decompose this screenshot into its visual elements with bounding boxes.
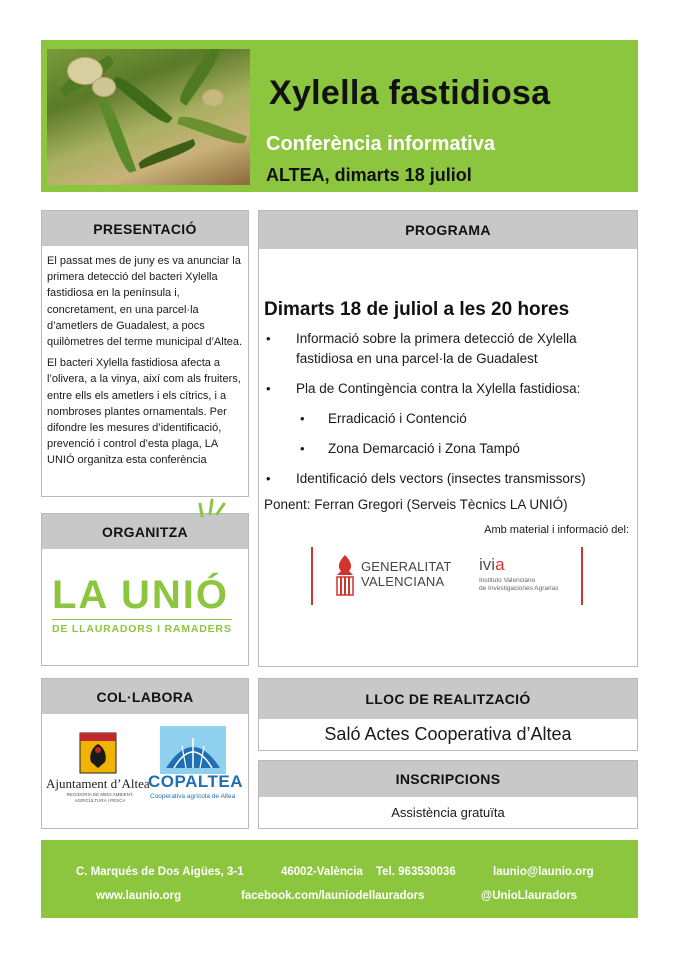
divider: [311, 547, 313, 605]
divider: [581, 547, 583, 605]
ajuntament-subtitle-line-1: REGIDORIA DE MEDI AMBIENT,: [66, 792, 134, 797]
lloc-heading: LLOC DE REALITZACIÓ: [259, 679, 637, 719]
footer-website[interactable]: www.launio.org: [96, 890, 182, 902]
list-item: • Identificació dels vectors (insectes transmissors): [264, 469, 631, 489]
generalitat-logo-line-1: GENERALITAT: [361, 559, 452, 574]
presentacio-text: [42, 246, 248, 469]
organitza-heading: ORGANITZA: [42, 514, 248, 549]
inscripcions-heading: INSCRIPCIONS: [259, 761, 637, 797]
lloc-box: [258, 678, 638, 751]
generalitat-logo: [361, 559, 452, 589]
footer-email[interactable]: launio@launio.org: [493, 866, 594, 878]
event-dateline: ALTEA, dimarts 18 juliol: [266, 165, 472, 185]
la-unio-logo: [42, 549, 248, 635]
programa-date: Dimarts 18 de juliol a les 20 hores: [264, 299, 570, 320]
ponent-text: Ponent: Ferran Gregori (Serveis Tècnics LA UNIÓ): [264, 497, 568, 512]
footer-twitter[interactable]: @UnioLlauradors: [481, 890, 578, 902]
organitza-box: [41, 513, 249, 666]
altea-coat-of-arms-icon: [79, 732, 117, 774]
copaltea-logo: COPALTEA: [148, 772, 243, 791]
inscripcions-box: [258, 760, 638, 829]
material-credit: Amb material i informació del:: [484, 524, 629, 536]
presentacio-paragraph-1: El passat mes de juny es va anunciar la primera detecció del bacteri Xylella fastidiosa en la península i, concretament, en una parcel·la d’ametlers de Guadalest, a pocs quilòmetres del terme municipal d’Altea.: [47, 255, 243, 349]
generalitat-logo-line-2: VALENCIANA: [361, 574, 445, 589]
footer-banner: [41, 840, 638, 918]
list-item: • Informació sobre la primera detecció de Xylella fastidiosa en una parcel·la de Guadalest: [264, 329, 631, 369]
lloc-value: Saló Actes Cooperativa d’Altea: [324, 724, 572, 744]
presentacio-box: [41, 210, 249, 497]
copaltea-subtitle: Cooperativa agrícola de Altea: [150, 793, 236, 800]
ivia-logo-subtitle: [479, 577, 559, 593]
footer-phone: Tel. 963530036: [376, 866, 456, 878]
collabora-logos: [42, 714, 248, 827]
header-banner: [41, 40, 638, 192]
copaltea-dome-icon: [160, 726, 226, 774]
programa-list: [264, 329, 631, 489]
institution-logos: [311, 547, 583, 605]
inscripcions-value: Assistència gratuïta: [391, 805, 505, 820]
almond-tree-photo: [47, 49, 250, 185]
presentacio-heading: PRESENTACIÓ: [42, 211, 248, 246]
list-item: • Erradicació i Contenció: [264, 409, 631, 429]
la-unio-logo-subtitle: DE LLAURADORS I RAMADERS: [52, 619, 232, 635]
ivia-logo-accent: a: [495, 555, 505, 574]
ivia-logo-main: ivi: [479, 555, 496, 574]
presentacio-paragraph-2: El bacteri Xylella fastidiosa afecta a l’olivera, a la vinya, així com als fruiters, entre ells els ametlers i els cítrics, i a nombroses plantes ornamentals. Per difondre les mesures d’identificació, prevenció i control d’esta plaga, LA UNIÓ organitza esta conferència: [47, 357, 241, 467]
programa-box: [258, 210, 638, 667]
la-unio-logo-text: LA UNIÓ: [52, 573, 229, 617]
ajuntament-subtitle: [60, 792, 140, 804]
ajuntament-subtitle-line-2: AGRICULTURA I PESCA: [74, 798, 126, 803]
footer-city: 46002-València: [281, 866, 363, 878]
ivia-logo-line-1: Instituto Valenciano: [479, 577, 536, 584]
ivia-logo-line-2: de Investigaciones Agrarias: [479, 585, 559, 592]
generalitat-emblem-icon: [333, 553, 357, 597]
list-item: • Zona Demarcació i Zona Tampó: [264, 439, 631, 459]
page-subtitle: Conferència informativa: [266, 133, 495, 155]
footer-facebook[interactable]: facebook.com/launiodellauradors: [241, 890, 425, 902]
ajuntament-altea-logo: Ajuntament d’Altea: [46, 776, 150, 791]
programa-heading: PROGRAMA: [259, 211, 637, 249]
programa-body: [259, 249, 637, 536]
collabora-box: [41, 678, 249, 829]
ivia-logo: [479, 555, 505, 575]
collabora-heading: COL·LABORA: [42, 679, 248, 714]
footer-address: C. Marqués de Dos Aigües, 3-1: [76, 866, 244, 878]
page-title: Xylella fastidiosa: [269, 74, 551, 112]
list-item: • Pla de Contingència contra la Xylella fastidiosa:: [264, 379, 631, 399]
sun-rays-icon: [198, 498, 226, 518]
